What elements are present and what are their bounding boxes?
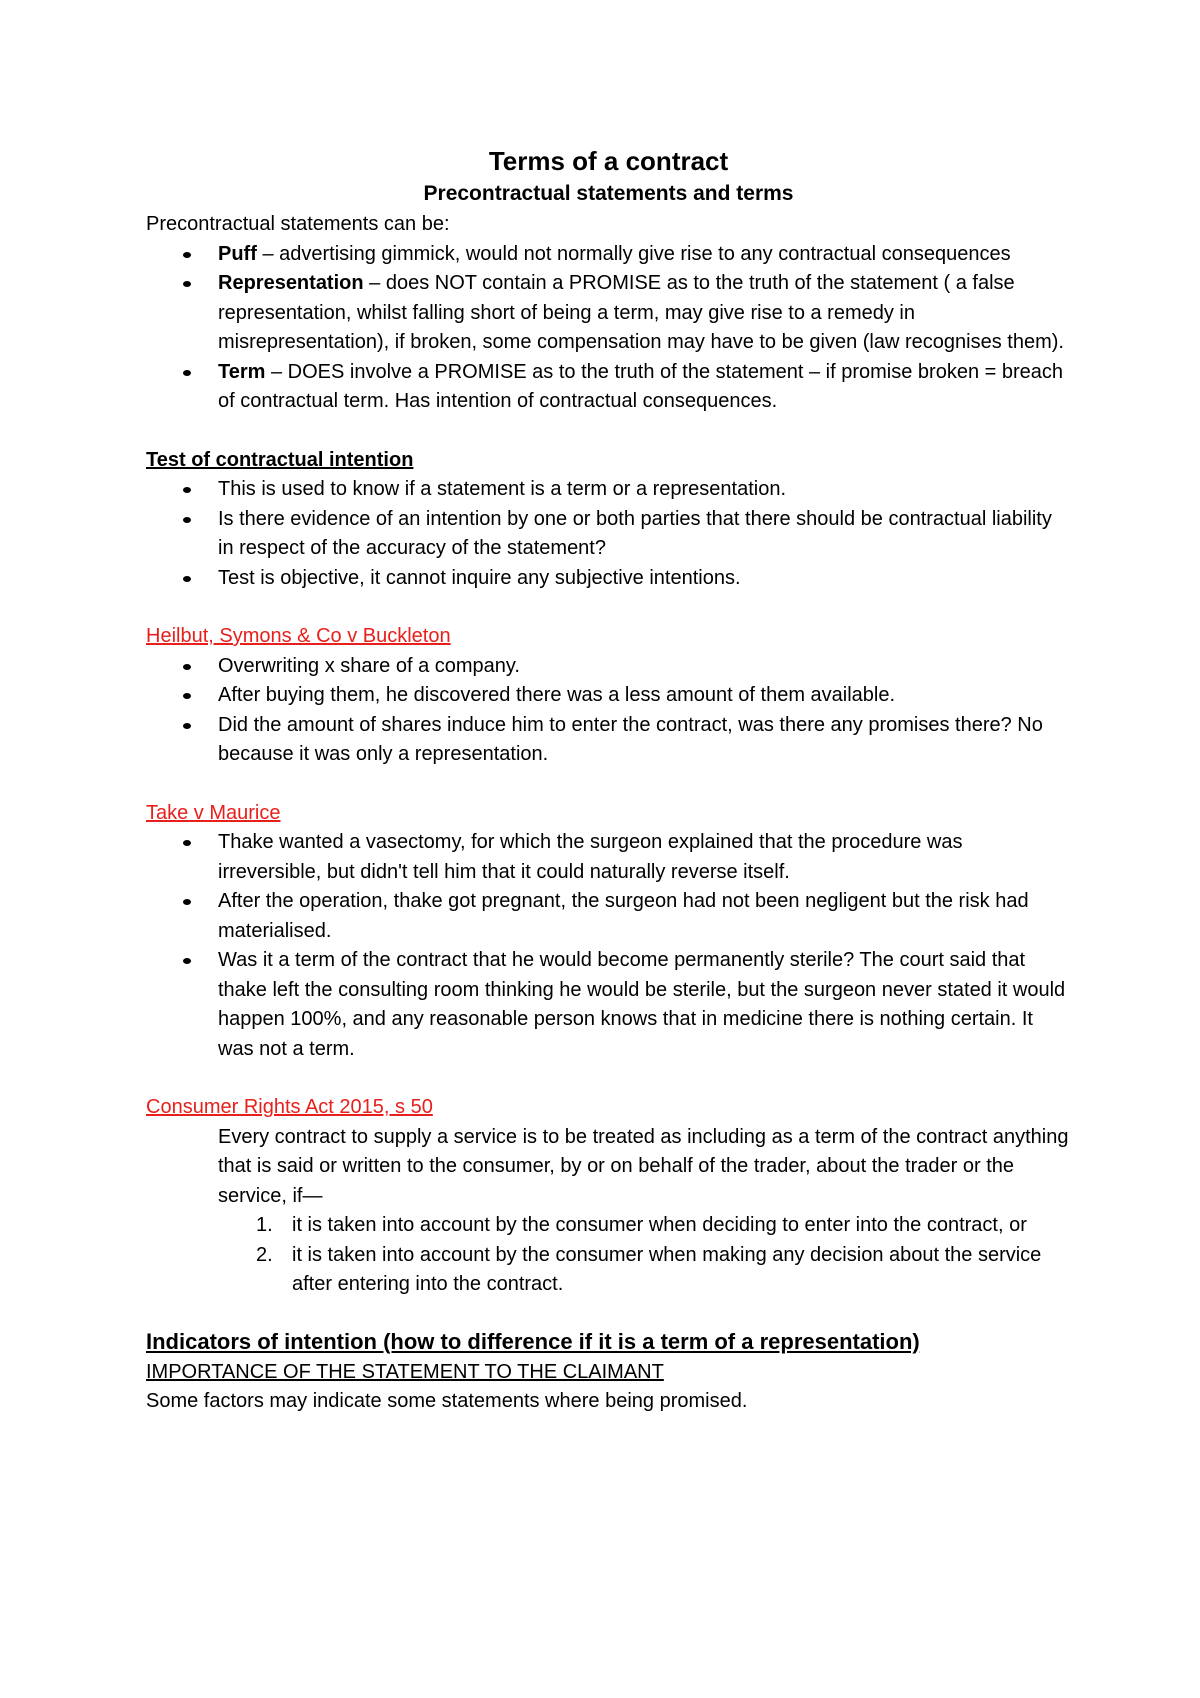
- term-description: – does NOT contain a PROMISE as to the truth of the statement ( a false representation, whilst falling short of being a term, may give rise to a remedy in misrepresentation), if broken, some compensation may have to be given (law recognises them).: [218, 272, 1064, 353]
- list-item: [256, 1241, 1071, 1300]
- list-item: [218, 240, 1071, 270]
- item-number: 1.: [256, 1214, 273, 1236]
- term-label: Representation: [218, 272, 364, 294]
- intro-text: Precontractual statements can be:: [146, 213, 450, 235]
- test-list: [146, 475, 1071, 593]
- statute-text: Every contract to supply a service is to be treated as including as a term of the contract anything that is said or written to the consumer, by or on behalf of the trader, about the trader or the service, if—: [218, 1125, 1069, 1207]
- list-item: Overwriting x share of a company.: [218, 652, 1071, 682]
- test-heading: Test of contractual intention: [146, 448, 414, 471]
- list-item: After the operation, thake got pregnant, the surgeon had not been negligent but the risk had materialised.: [218, 887, 1071, 946]
- indicators-subheading: IMPORTANCE OF THE STATEMENT TO THE CLAIMANT: [146, 1360, 664, 1383]
- list-item: Test is objective, it cannot inquire any subjective intentions.: [218, 564, 1071, 594]
- list-item: [218, 269, 1071, 358]
- list-item: [218, 358, 1071, 417]
- statute-link[interactable]: Consumer Rights Act 2015, s 50: [146, 1096, 433, 1118]
- statement-types-list: [146, 240, 1071, 417]
- list-item: Is there evidence of an intention by one or both parties that there should be contractual liability in respect of the accuracy of the statement?: [218, 505, 1071, 564]
- term-description: – advertising gimmick, would not normally give rise to any contractual consequences: [256, 242, 1011, 265]
- item-number: 2.: [256, 1243, 273, 1266]
- case-link-take[interactable]: Take v Maurice: [146, 801, 281, 824]
- list-item: Thake wanted a vasectomy, for which the surgeon explained that the procedure was irreversible, but didn't tell him that it could naturally reverse itself.: [218, 828, 1071, 887]
- term-description: – DOES involve a PROMISE as to the truth of the statement – if promise broken = breach of contractual term. Has intention of contractual consequences.: [218, 360, 1064, 412]
- indicators-heading: Indicators of intention (how to difference if it is a term of a representation): [146, 1328, 920, 1354]
- list-item: Did the amount of shares induce him to enter the contract, was there any promises there? No because it was only a representation.: [218, 711, 1071, 770]
- list-item: [256, 1211, 1071, 1241]
- case1-list: [146, 652, 1071, 770]
- indicators-text: Some factors may indicate some statements where being promised.: [146, 1390, 748, 1412]
- case-link-heilbut[interactable]: Heilbut, Symons & Co v Buckleton: [146, 625, 451, 647]
- case2-list: [146, 828, 1071, 1064]
- term-label: Term: [218, 360, 266, 383]
- item-text: it is taken into account by the consumer when making any decision about the service after entering into the contract.: [292, 1243, 1042, 1295]
- list-item: Was it a term of the contract that he would become permanently sterile? The court said that thake left the consulting room thinking he would be sterile, but the surgeon never stated it would happen 100%, and any reasonable person knows that in medicine there is nothing certain. It was not a term.: [218, 946, 1071, 1064]
- item-text: it is taken into account by the consumer when deciding to enter into the contract, or: [292, 1214, 1027, 1236]
- statute-list: [146, 1211, 1071, 1300]
- page-title: Terms of a contract: [488, 146, 729, 176]
- document-page: [146, 144, 1071, 1417]
- list-item: After buying them, he discovered there was a less amount of them available.: [218, 681, 1071, 711]
- page-subtitle: Precontractual statements and terms: [423, 182, 794, 205]
- list-item: This is used to know if a statement is a term or a representation.: [218, 475, 1071, 505]
- term-label: Puff: [218, 242, 257, 265]
